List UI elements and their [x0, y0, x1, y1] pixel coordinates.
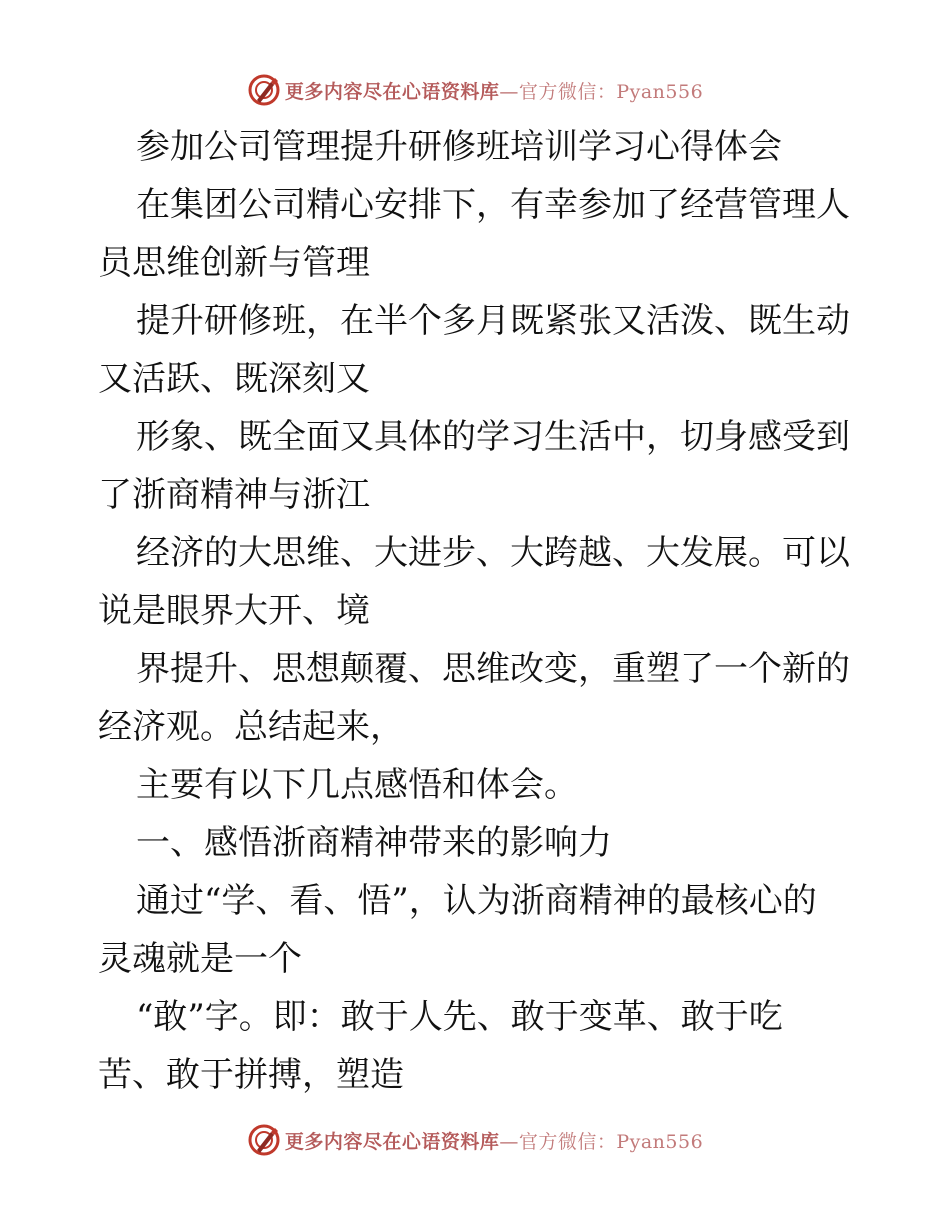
- paragraph-line: 通过“学、看、悟”，认为浙商精神的最核心的: [136, 881, 817, 921]
- paragraph-line: 说是眼界大开、境: [98, 591, 370, 631]
- paragraph-line: 经济的大思维、大进步、大跨越、大发展。可以: [136, 533, 850, 573]
- document-body: [98, 118, 858, 1104]
- pen-circle-logo-icon: [247, 1123, 281, 1157]
- paragraph-line: 苦、敢于拼搏，塑造: [98, 1055, 404, 1095]
- banner-text: [285, 1127, 703, 1154]
- paragraph-line: 灵魂就是一个: [98, 939, 302, 979]
- doc-title: 参加公司管理提升研修班培训学习心得体会: [136, 127, 782, 167]
- banner-dash: —: [499, 80, 519, 103]
- paragraph-line: “敢”字。即：敢于人先、敢于变革、敢于吃: [136, 997, 783, 1037]
- paragraph-line: 提升研修班，在半个多月既紧张又活泼、既生动: [136, 301, 850, 341]
- banner-brand: 更多内容尽在心语资料库: [284, 1130, 500, 1153]
- paragraph-line: 又活跃、既深刻又: [98, 359, 370, 399]
- banner-text: [285, 77, 703, 104]
- banner-dash: —: [499, 1130, 519, 1153]
- footer-watermark-banner: [0, 1120, 950, 1160]
- paragraph-line: 主要有以下几点感悟和体会。: [136, 765, 578, 805]
- paragraph-line: 形象、既全面又具体的学习生活中，切身感受到: [136, 417, 850, 457]
- banner-brand: 更多内容尽在心语资料库: [284, 80, 500, 103]
- paragraph-line: 界提升、思想颠覆、思维改变，重塑了一个新的: [136, 649, 850, 689]
- header-watermark-banner: [0, 70, 950, 110]
- paragraph-line: 员思维创新与管理: [98, 243, 370, 283]
- paragraph-line: 在集团公司精心安排下，有幸参加了经营管理人: [136, 185, 850, 225]
- banner-contact: 官方微信：Pyan556: [518, 1130, 704, 1153]
- pen-circle-logo-icon: [247, 73, 281, 107]
- paragraph-line: 经济观。总结起来，: [98, 707, 404, 747]
- banner-contact: 官方微信：Pyan556: [518, 80, 704, 103]
- paragraph-line: 了浙商精神与浙江: [98, 475, 370, 515]
- section-heading: 一、感悟浙商精神带来的影响力: [136, 823, 612, 863]
